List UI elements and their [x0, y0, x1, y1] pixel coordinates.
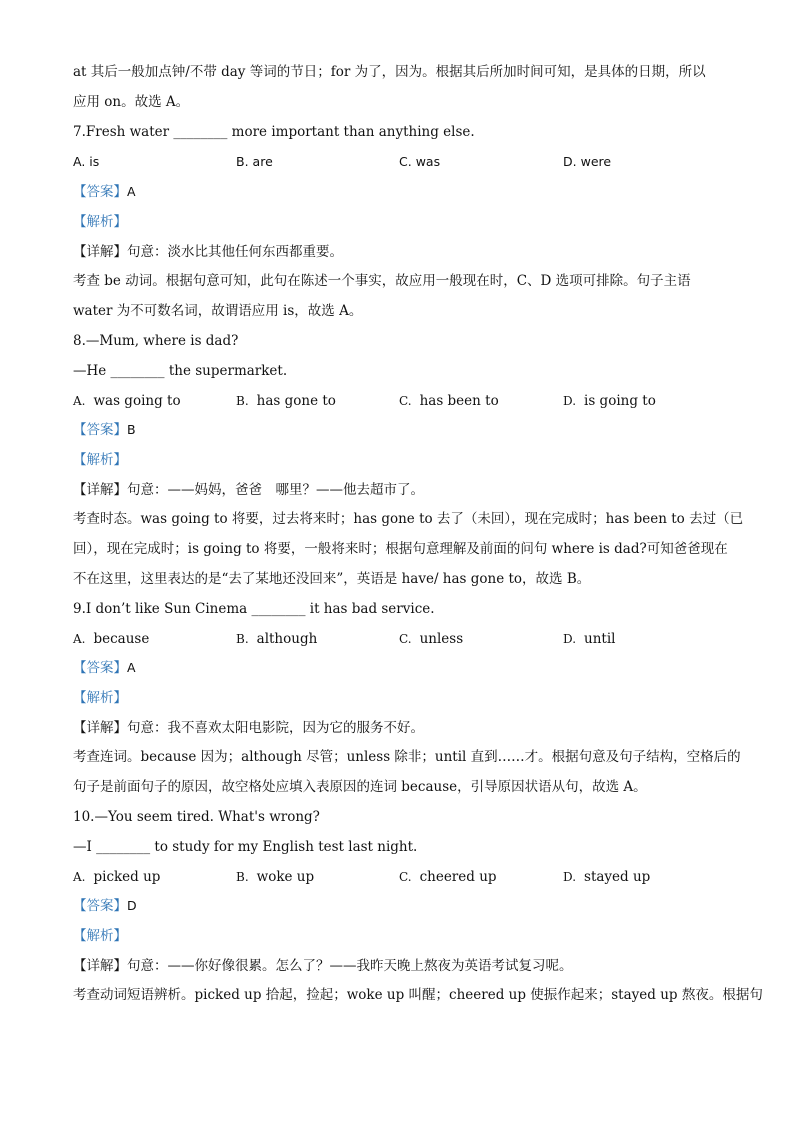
explanation-line: 句子是前面句子的原因，故空格处应填入表原因的连词 because，引导原因状语从句，故选 A。: [73, 779, 647, 795]
detail-label: 【详解】: [73, 244, 127, 260]
detail-text: 句意：我不喜欢太阳电影院，因为它的服务不好。: [127, 720, 424, 736]
detail-text: 句意：——妈妈，爸爸 哪里？——他去超市了。: [127, 482, 424, 498]
analysis-label: 【解析】: [73, 214, 127, 230]
explanation-line: 考查动词短语辨析。picked up 拾起，捡起；woke up 叫醒；cheered up 使振作起来；stayed up 熬夜。根据句: [73, 987, 763, 1003]
option-b: B. woke up: [236, 869, 315, 885]
explanation-line: 考查时态。was going to 将要，过去将来时；has gone to 去了（未回），现在完成时；has been to 去过（已: [73, 511, 744, 527]
analysis-label: 【解析】: [73, 690, 127, 706]
option-c: C. has been to: [399, 393, 499, 409]
option-b: B. are: [236, 154, 273, 169]
detail-text: 句意：淡水比其他任何东西都重要。: [127, 244, 343, 260]
question-stem: 7.Fresh water ________ more important than anything else.: [73, 124, 475, 140]
option-a: A. picked up: [73, 869, 161, 885]
detail-line: [73, 718, 720, 738]
answer-label: 【答案】: [73, 184, 127, 200]
option-d: D. stayed up: [563, 869, 651, 885]
explanation-line: 回），现在完成时；is going to 将要，一般将来时；根据句意理解及前面的问句 where is dad?可知爸爸现在: [73, 541, 728, 557]
answer-line: [73, 896, 720, 916]
explanation-line: 考查连词。because 因为；although 尽管；unless 除非；until 直到……才。根据句意及句子结构，空格后的: [73, 749, 741, 765]
explanation-line: 考查 be 动词。根据句意可知，此句在陈述一个事实，故应用一般现在时，C、D 选项可排除。句子主语: [73, 273, 691, 289]
question-stem: 10.—You seem tired. What's wrong?: [73, 809, 320, 825]
question-stem: —He ________ the supermarket.: [73, 363, 288, 379]
explanation-line: 不在这里，这里表达的是“去了某地还没回来”，英语是 have/ has gone to，故选 B。: [73, 571, 591, 587]
answer-value: D: [127, 898, 137, 913]
analysis-label: 【解析】: [73, 452, 127, 468]
option-a: A. was going to: [73, 393, 181, 409]
option-d: D. were: [563, 154, 612, 169]
intro-line: 应用 on。故选 A。: [73, 94, 190, 110]
answer-value: B: [127, 422, 136, 437]
detail-line: [73, 242, 720, 262]
answer-line: [73, 658, 720, 678]
detail-label: 【详解】: [73, 482, 127, 498]
option-b: B. has gone to: [236, 393, 336, 409]
question-stem: —I ________ to study for my English test last night.: [73, 839, 418, 855]
option-d: D. is going to: [563, 393, 656, 409]
intro-line: at 其后一般加点钟/不带 day 等词的节日；for 为了，因为。根据其后所加时间可知，是具体的日期，所以: [73, 64, 706, 80]
option-b: B. although: [236, 631, 318, 647]
detail-line: [73, 480, 720, 500]
answer-label: 【答案】: [73, 422, 127, 438]
answer-value: A: [127, 184, 136, 199]
option-d: D. until: [563, 631, 616, 647]
detail-label: 【详解】: [73, 720, 127, 736]
detail-line: [73, 956, 720, 976]
explanation-line: water 为不可数名词，故谓语应用 is，故选 A。: [73, 303, 363, 319]
option-c: C. unless: [399, 631, 464, 647]
option-a: A. because: [73, 631, 150, 647]
option-c: C. was: [399, 154, 441, 169]
answer-label: 【答案】: [73, 898, 127, 914]
option-a: A. is: [73, 154, 100, 169]
answer-value: A: [127, 660, 136, 675]
detail-label: 【详解】: [73, 958, 127, 974]
answer-line: [73, 420, 720, 440]
answer-label: 【答案】: [73, 660, 127, 676]
answer-line: [73, 182, 720, 202]
analysis-label: 【解析】: [73, 928, 127, 944]
option-c: C. cheered up: [399, 869, 497, 885]
question-stem: 8.—Mum, where is dad?: [73, 333, 239, 349]
question-stem: 9.I don’t like Sun Cinema ________ it has bad service.: [73, 601, 435, 617]
detail-text: 句意：——你好像很累。怎么了？——我昨天晚上熬夜为英语考试复习呢。: [127, 958, 573, 974]
